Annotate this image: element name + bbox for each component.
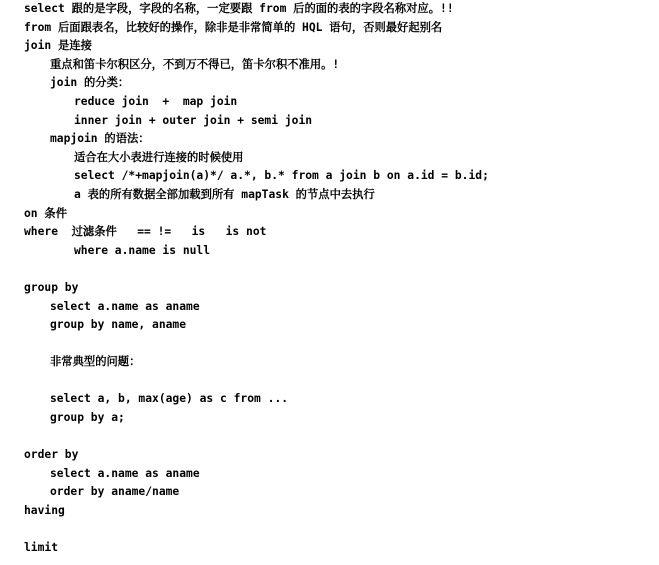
line-mapjoin-usage: 适合在大小表进行连接的时候使用: [74, 150, 244, 164]
blank-line: [24, 372, 659, 391]
line-where-example: where a.name is null: [74, 243, 211, 257]
line-mapjoin-heading: mapjoin 的语法：: [50, 132, 150, 146]
line-problem-group-by: group by a;: [50, 411, 125, 425]
notes-document: [24, 0, 659, 565]
line-order-by-select: select a.name as aname: [50, 466, 200, 480]
line-group-by-clause: group by name, aname: [50, 318, 187, 332]
line-mapjoin-explain: a 表的所有数据全部加载到所有 mapTask 的节点中去执行: [74, 187, 375, 201]
blank-line: [24, 260, 659, 279]
line-having-heading: having: [24, 504, 65, 518]
line-problem-select: select a, b, max(age) as c from ...: [50, 392, 289, 406]
line-cartesian-note: 重点和笛卡尔积区分，不到万不得已，笛卡尔积不准用。!: [50, 57, 340, 71]
line-join-heading: join 是连接: [24, 39, 92, 53]
line-group-by-heading: group by: [24, 280, 79, 294]
blank-line: [24, 521, 659, 540]
line-join-types-1: reduce join + map join: [74, 94, 238, 108]
blank-line: [24, 335, 659, 354]
line-on-heading: on 条件: [24, 206, 67, 220]
line-limit-heading: limit: [24, 541, 59, 555]
line-mapjoin-example: select /*+mapjoin(a)*/ a.*, b.* from a join b on a.id = b.id;: [74, 169, 489, 183]
line-join-types-2: inner join + outer join + semi join: [74, 113, 313, 127]
line-order-by-heading: order by: [24, 448, 79, 462]
blank-line: [24, 428, 659, 447]
line-typical-problem: 非常典型的问题：: [50, 355, 141, 369]
line-order-by-clause: order by aname/name: [50, 485, 180, 499]
line-join-types-heading: join 的分类：: [50, 76, 130, 90]
line-group-by-select: select a.name as aname: [50, 299, 200, 313]
line-select-rule: select 跟的是字段，字段的名称，一定要跟 from 后的面的表的字段名称对应。!!: [24, 2, 454, 15]
line-where-heading: where 过滤条件 == != is is not: [24, 225, 267, 239]
line-from-rule: from 后面跟表名，比较好的操作，除非是非常简单的 HQL 语句，否则最好起别名: [24, 20, 443, 34]
